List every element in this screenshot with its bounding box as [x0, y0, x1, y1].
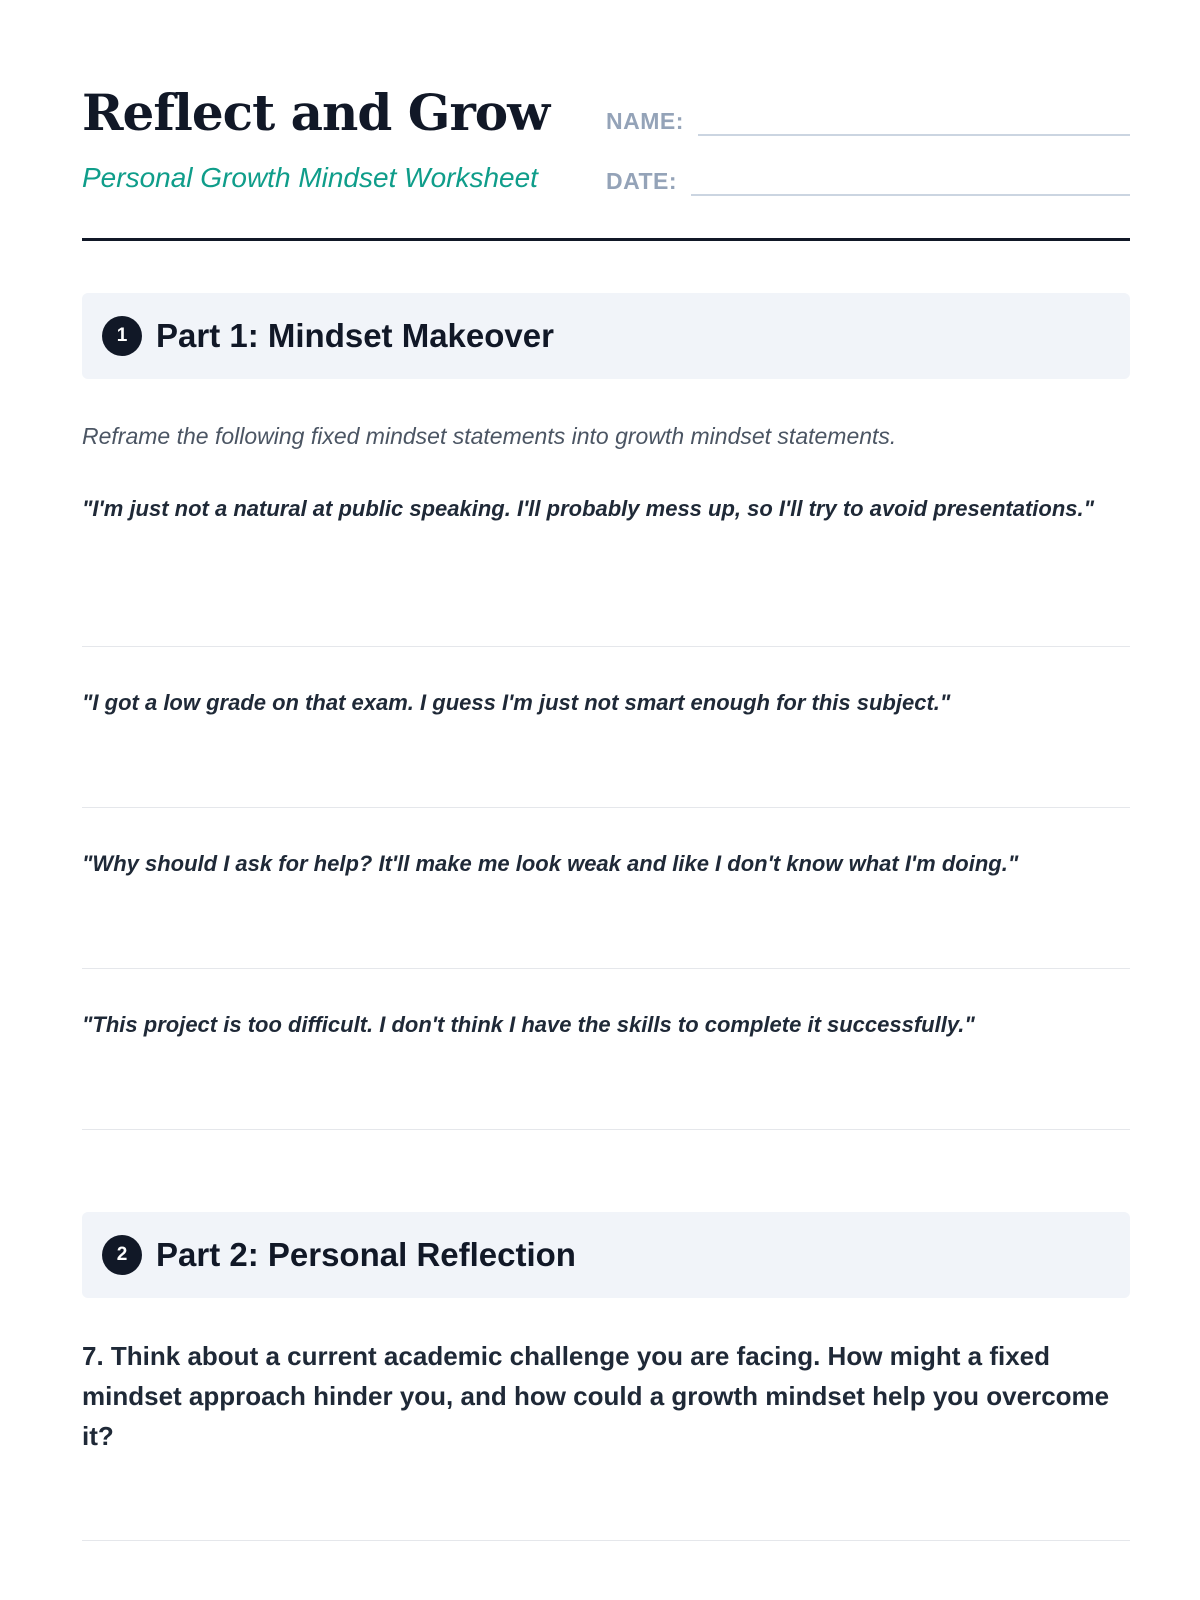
fixed-mindset-statement: "This project is too difficult. I don't think I have the skills to complete it successfully." — [82, 1012, 975, 1037]
worksheet-title: Reflect and Grow — [82, 83, 550, 142]
name-field — [606, 96, 1130, 136]
worksheet-page — [82, 0, 1130, 1600]
fixed-mindset-statement: "I'm just not a natural at public speaking. I'll probably mess up, so I'll try to avoid presentations." — [82, 496, 1095, 521]
section-number-badge: 1 — [102, 316, 142, 356]
worksheet-subtitle: Personal Growth Mindset Worksheet — [82, 162, 538, 193]
date-input-line[interactable] — [691, 166, 1130, 196]
reflection-answer-area[interactable] — [82, 1336, 1130, 1541]
section-number-badge: 2 — [102, 1235, 142, 1275]
worksheet-header — [82, 80, 1130, 241]
name-label: NAME: — [606, 108, 684, 134]
section-title: Part 2: Personal Reflection — [156, 1236, 576, 1273]
statement-answer-area[interactable] — [82, 492, 1130, 647]
date-label: DATE: — [606, 168, 678, 194]
reflection-question: 7. Think about a current academic challenge you are facing. How might a fixed mindset approach hinder you, and how could a growth mindset help you overcome it? — [82, 1341, 1110, 1451]
statement-answer-area[interactable] — [82, 847, 1130, 969]
section-header-part-1 — [82, 293, 1130, 379]
name-input-line[interactable] — [698, 106, 1130, 136]
fixed-mindset-statement: "Why should I ask for help? It'll make me look weak and like I don't know what I'm doing." — [82, 851, 1019, 876]
section-title: Part 1: Mindset Makeover — [156, 317, 554, 354]
part-1-instructions: Reframe the following fixed mindset statements into growth mindset statements. — [82, 423, 897, 449]
statement-answer-area[interactable] — [82, 1008, 1130, 1130]
section-header-part-2 — [82, 1212, 1130, 1298]
statement-answer-area[interactable] — [82, 686, 1130, 808]
date-field — [606, 156, 1130, 196]
fixed-mindset-statement: "I got a low grade on that exam. I guess I'm just not smart enough for this subject." — [82, 690, 951, 715]
